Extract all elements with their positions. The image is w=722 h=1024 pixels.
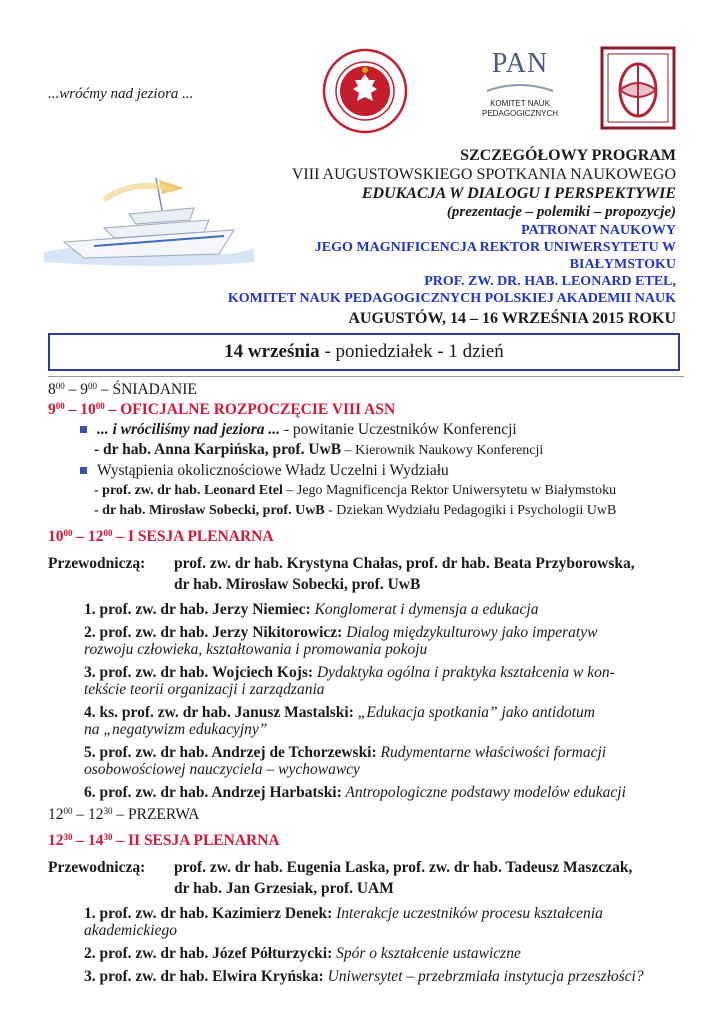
- session1-chairs: Przewodniczą: prof. zw. dr hab. Krystyna Chałas, prof. dr hab. Beata Przyborowska, dr hab. Mirosław Sobecki, prof. UwB: [48, 555, 635, 593]
- session1-slot: $10^{00} - 12^{00}$ – I SESJA PLENARNA: [48, 528, 274, 545]
- session2-talk-3: 3. prof. zw. dr hab. Elwira Kryńska: Uniwersytet – przebrzmiała instytucja przeszłości?: [84, 968, 644, 985]
- pan-logo-sub1: KOMITET NAUK: [490, 99, 550, 108]
- program-title: SZCZEGÓŁOWY PROGRAM: [460, 147, 676, 164]
- university-seal-logo: [322, 48, 408, 134]
- event-date-location: AUGUSTÓW, 14 – 16 WRZEŚNIA 2015 ROKU: [348, 310, 676, 327]
- event-subtitle: (prezentacje – polemiki – propozycje): [446, 204, 676, 220]
- patronage-line2: PROF. ZW. DR. HAB. LEONARD ETEL,: [424, 274, 676, 289]
- session1-talk-3: 3. prof. zw. dr hab. Wojciech Kojs: Dydaktyka ogólna i praktyka kształcenia w kon- tekście teorii organizacji i zarządzania: [84, 664, 615, 698]
- opening-slot: $9^{00} - 10^{00}$ – OFICJALNE ROZPOCZĘCIE VIII ASN: [48, 401, 396, 418]
- day-header-box: [48, 333, 680, 371]
- tagline: ...wróćmy nad jeziora ...: [48, 86, 194, 102]
- session1-talk-6: 6. prof. zw. dr hab. Andrzej Harbatski: Antropologiczne podstawy modelów edukacji: [84, 784, 626, 801]
- bullet-icon: [80, 467, 87, 474]
- event-theme: EDUKACJA W DIALOGU I PERSPEKTYWIE: [361, 185, 676, 202]
- session2-talk-1: 1. prof. zw. dr hab. Kazimierz Denek: Interakcje uczestników procesu kształcenia akademickiego: [84, 905, 603, 939]
- break-slot: $12^{00} - 12^{30}$ – PRZERWA: [48, 806, 200, 823]
- event-header: [206, 146, 676, 328]
- speaker-dean: - dr hab. Mirosław Sobecki, prof. UwB - Dziekan Wydziału Pedagogiki i Psychologii UwB: [94, 503, 617, 518]
- program-list: [48, 380, 688, 985]
- day-weekday: - poniedziałek - 1 dzień: [319, 341, 504, 362]
- pan-logo-sub2: PEDAGOGICZNYCH: [481, 109, 558, 118]
- pan-logo-text: PAN: [491, 48, 549, 79]
- breakfast-slot: $8^{00} - 9^{00}$ – ŚNIADANIE: [48, 381, 197, 398]
- bullet-icon: [80, 426, 87, 433]
- committee-square-logo: [600, 46, 676, 130]
- patronage-line3: KOMITET NAUK PEDAGOGICZNYCH POLSKIEJ AKADEMII NAUK: [227, 291, 676, 306]
- pan-swoosh-icon: [485, 81, 555, 95]
- session2-chairs: Przewodniczą: prof. zw. dr hab. Eugenia Laska, prof. zw. dr hab. Tadeusz Maszczak, dr hab. Jan Grzesiak, prof. UAM: [48, 859, 633, 897]
- pan-committee-logo: [470, 46, 570, 126]
- speeches-item: Wystąpienia okolicznościowe Władz Uczelni i Wydziału: [48, 461, 688, 481]
- patronage-heading: PATRONAT NAUKOWY: [521, 223, 676, 238]
- welcome-person: - dr hab. Anna Karpińska, prof. UwB – Kierownik Naukowy Konferencji: [94, 441, 544, 458]
- day-date: 14 września: [224, 341, 320, 362]
- session2-slot: $12^{30} - 14^{30}$ – II SESJA PLENARNA: [48, 832, 280, 849]
- session1-talk-5: 5. prof. zw. dr hab. Andrzej de Tchorzewski: Rudymentarne właściwości formacji osobowościowej nauczyciela – wychowawcy: [84, 744, 607, 778]
- session1-talk-4: 4. ks. prof. zw. dr hab. Janusz Mastalski: „Edukacja spotkania” jako antidotum na „negatywizm edukacyjny”: [84, 704, 595, 738]
- welcome-item: ... i wróciliśmy nad jeziora ... - powitanie Uczestników Konferencji: [48, 420, 688, 440]
- session1-talk-1: 1. prof. zw. dr hab. Jerzy Niemiec: Konglomerat i dymensja a edukacja: [84, 601, 539, 618]
- patronage-line1: JEGO MAGNIFICENCJA REKTOR UNIWERSYTETU W BIAŁYMSTOKU: [314, 240, 676, 272]
- session1-talk-2: 2. prof. zw. dr hab. Jerzy Nikitorowicz: Dialog międzykulturowy jako imperatyw rozwoju człowieka, kształtowania i promowania pokoju: [84, 624, 598, 658]
- event-name: VIII AUGUSTOWSKIEGO SPOTKANIA NAUKOWEGO: [291, 166, 676, 183]
- divider: [48, 376, 684, 377]
- session2-talk-2: 2. prof. zw. dr hab. Józef Półturzycki: Spór o kształcenie ustawiczne: [84, 945, 521, 962]
- speaker-rector: - prof. zw. dr hab. Leonard Etel – Jego Magnificencja Rektor Uniwersytetu w Białymstoku: [94, 483, 617, 498]
